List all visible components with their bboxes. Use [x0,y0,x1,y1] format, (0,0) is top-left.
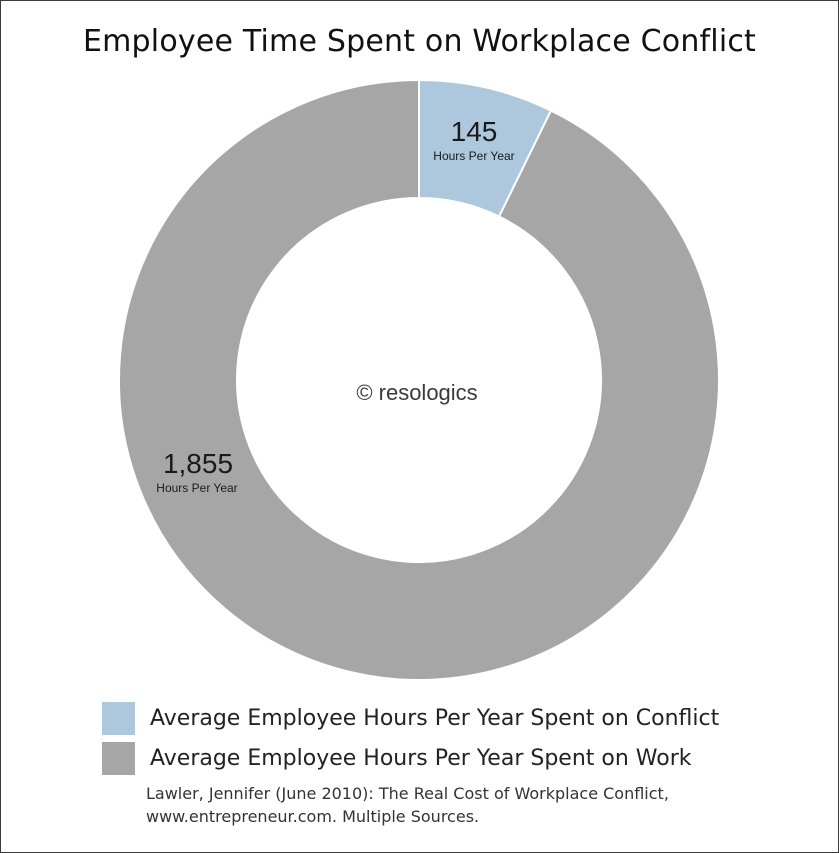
legend-label-work: Average Employee Hours Per Year Spent on Work [150,745,692,771]
slice-conflict-unit-label: Hours Per Year [433,149,515,163]
slice-work-unit-label: Hours Per Year [156,481,238,495]
legend-swatch-conflict [102,702,135,735]
legend-swatch-work [102,742,135,775]
source-line-2: www.entrepreneur.com. Multiple Sources. [146,807,480,826]
source-line-1: Lawler, Jennifer (June 2010): The Real Cost of Workplace Conflict, [146,784,669,803]
legend-label-conflict: Average Employee Hours Per Year Spent on Conflict [150,705,720,731]
slice-conflict-value-label: 145 [450,116,498,147]
watermark-label: © resologics [356,380,478,405]
slice-work-value-label: 1,855 [162,448,234,479]
legend-item-conflict [102,698,719,738]
chart-legend [102,698,719,778]
chart-title: Employee Time Spent on Workplace Conflict [82,24,757,59]
legend-item-work [102,738,719,778]
source-citation [146,782,669,828]
